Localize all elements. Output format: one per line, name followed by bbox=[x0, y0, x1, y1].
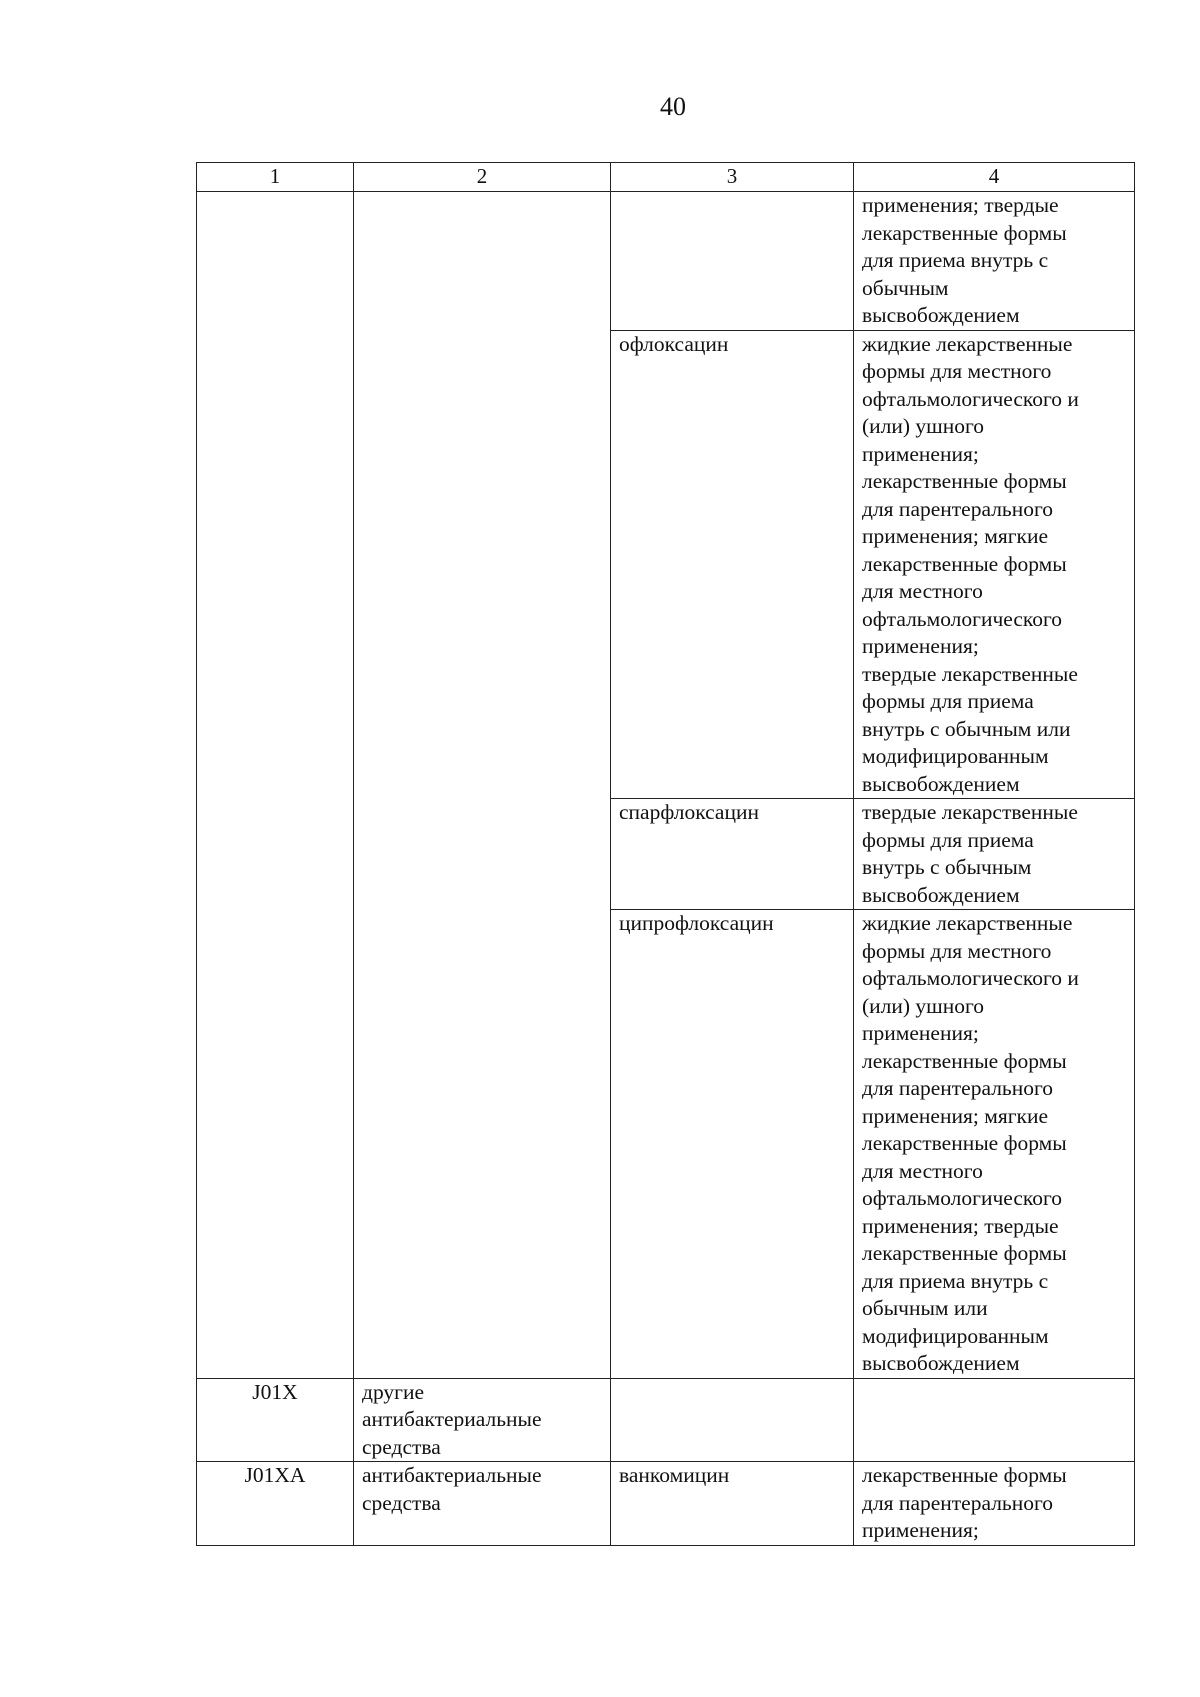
code-cell bbox=[197, 192, 354, 1379]
drug-cell: ванкомицин bbox=[611, 1462, 854, 1546]
page-number: 40 bbox=[660, 92, 686, 121]
group-cell: другие антибактериальные средства bbox=[354, 1378, 611, 1462]
table-row bbox=[197, 1378, 1135, 1462]
drug-cell: спарфлоксацин bbox=[611, 799, 854, 910]
forms-cell: жидкие лекарственные формы для местного офтальмологического и (или) ушного применения; лекарственные формы для парентерального применения; мягкие лекарственные формы для местного офтальмологического применения; твердые лекарственные формы для приема внутрь с обычным или модифицированным высвобождением bbox=[854, 330, 1135, 799]
group-cell bbox=[354, 192, 611, 1379]
drug-cell: офлоксацин bbox=[611, 330, 854, 799]
forms-cell: жидкие лекарственные формы для местного офтальмологического и (или) ушного применения; лекарственные формы для парентерального применения; мягкие лекарственные формы для местного офтальмологического применения; твердые лекарственные формы для приема внутрь с обычным или модифицированным высвобождением bbox=[854, 910, 1135, 1379]
code-cell: J01X bbox=[197, 1378, 354, 1462]
drug-cell bbox=[611, 192, 854, 331]
code-cell: J01XA bbox=[197, 1462, 354, 1546]
forms-cell: твердые лекарственные формы для приема внутрь с обычным высвобождением bbox=[854, 799, 1135, 910]
table-row bbox=[197, 1462, 1135, 1546]
forms-cell bbox=[854, 1378, 1135, 1462]
header-col-3: 3 bbox=[611, 163, 854, 192]
header-col-2: 2 bbox=[354, 163, 611, 192]
header-col-4: 4 bbox=[854, 163, 1135, 192]
forms-cell: применения; твердые лекарственные формы для приема внутрь с обычным высвобождением bbox=[854, 192, 1135, 331]
header-row bbox=[197, 163, 1135, 192]
group-cell: антибактериальные средства bbox=[354, 1462, 611, 1546]
header-col-1: 1 bbox=[197, 163, 354, 192]
drug-cell bbox=[611, 1378, 854, 1462]
medication-table bbox=[196, 162, 1135, 1546]
table-row bbox=[197, 192, 1135, 331]
forms-cell: лекарственные формы для парентерального применения; bbox=[854, 1462, 1135, 1546]
drug-cell: ципрофлоксацин bbox=[611, 910, 854, 1379]
